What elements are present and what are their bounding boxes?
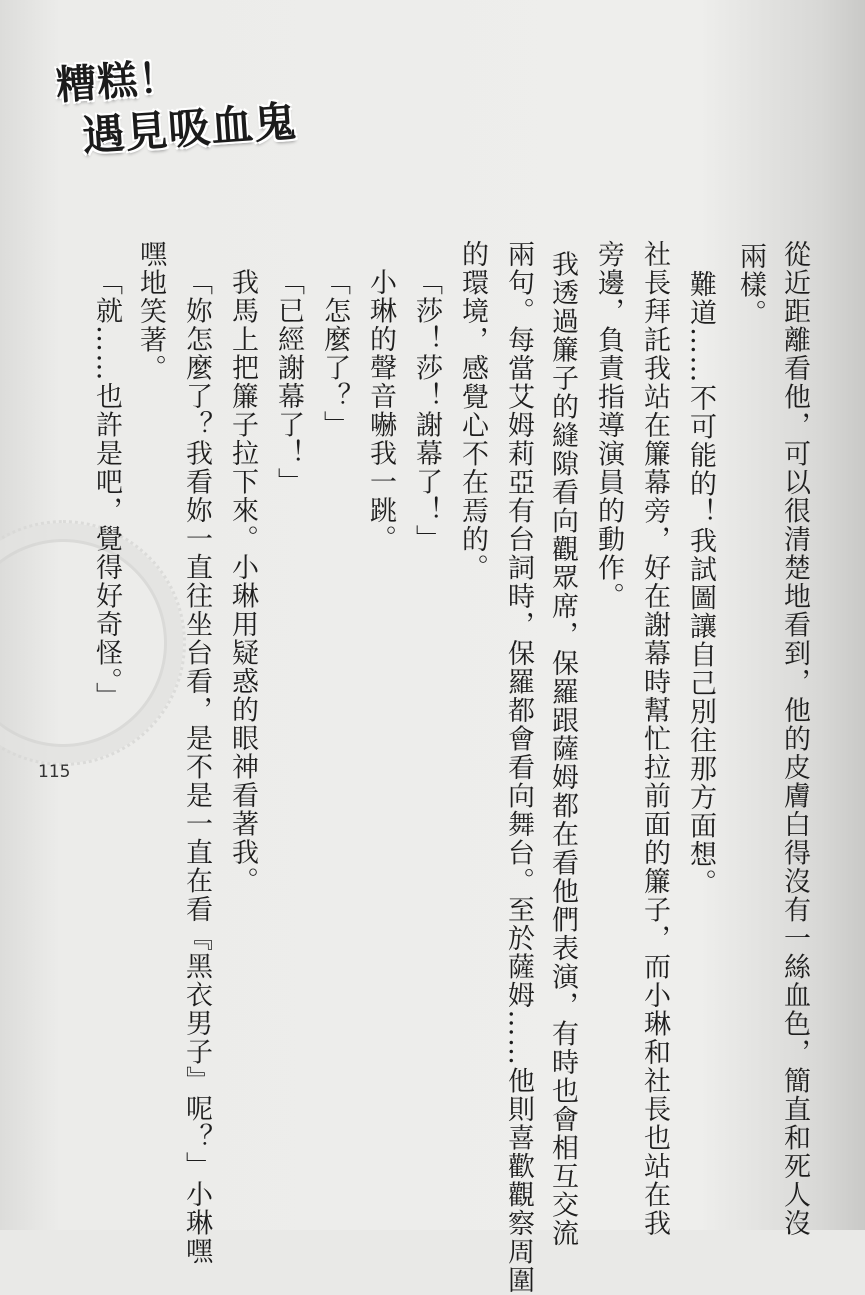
book-logo [50,40,299,170]
text-column: 兩句。每當艾姆莉亞有台詞時，保羅都會看向舞台。至於薩姆……他則喜歡觀察周圍 [503,240,534,1295]
vertical-text-body [91,240,820,1295]
text-column: 從近距離看他，可以很清楚地看到，他的皮膚白得沒有一絲血色，簡直和死人沒 [779,240,810,1238]
text-column: 社長拜託我站在簾幕旁，好在謝幕時幫忙拉前面的簾子，而小琳和社長也站在我 [639,240,670,1238]
text-column: 「莎！莎！謝幕了！」 [411,268,442,553]
book-title-line1: 糟糕！ [54,53,181,110]
text-column: 我透過簾子的縫隙看向觀眾席，保羅跟薩姆都在看他們表演，有時也會相互交流 [547,250,578,1248]
text-column: 「怎麼了？」 [319,268,350,439]
book-title-line2: 遇見吸血鬼 [80,96,299,161]
text-column: 難道……不可能的！我試圖讓自己別往那方面想。 [685,270,716,897]
text-column: 「妳怎麼了？我看妳一直往坐台看，是不是一直在看『黑衣男子』呢？」小琳嘿 [181,268,212,1266]
text-column: 「就……也許是吧，覺得好奇怪。」 [91,268,122,711]
text-column: 我馬上把簾子拉下來。小琳用疑惑的眼神看著我。 [227,268,258,895]
text-column: 「已經謝幕了！」 [273,268,304,496]
text-column: 旁邊，負責指導演員的動作。 [593,240,624,611]
text-column: 嘿地笑著。 [135,240,166,383]
text-column: 小琳的聲音嚇我一跳。 [365,268,396,553]
text-column: 兩樣。 [735,242,766,328]
text-column: 的環境，感覺心不在焉的。 [457,240,488,582]
page-number: 115 [38,762,71,782]
